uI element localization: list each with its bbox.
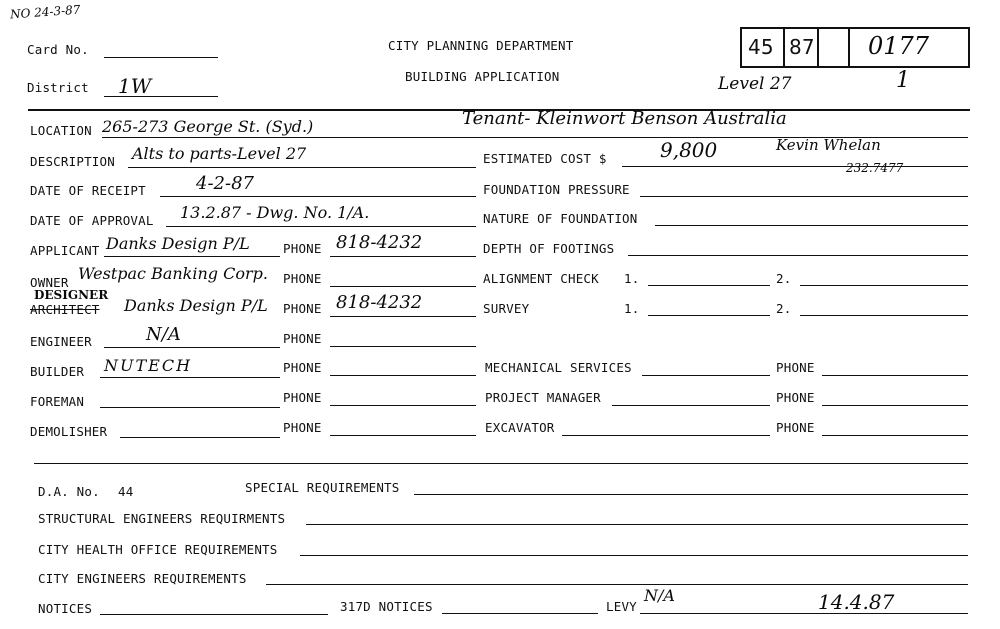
description-line [128,167,476,168]
location-value: 265-273 George St. (Syd.) [102,117,314,136]
applicant-line [104,256,280,257]
alignment-check-1-line [648,285,770,286]
engineer-label: ENGINEER [30,334,92,349]
builder-label: BUILDER [30,364,85,379]
city-engineers-label: CITY ENGINEERS REQUIREMENTS [38,571,247,586]
engineer-value: N/A [146,324,181,345]
special-requirements-label: SPECIAL REQUIREMENTS [245,480,400,495]
applicant-label: APPLICANT [30,243,100,258]
approval-label: DATE OF APPROVAL [30,213,154,228]
applicant-phone-label: PHONE [283,241,322,256]
317d-notices-line [442,613,598,614]
survey-1-line [648,315,770,316]
approval-line [166,226,476,227]
notices-line [100,614,328,615]
excavator-label: EXCAVATOR [485,420,555,435]
foreman-line [100,407,280,408]
mechanical-phone-line [822,375,968,376]
project-manager-phone-line [822,405,968,406]
demolisher-phone-line [330,435,476,436]
builder-line [100,377,280,378]
department-title: CITY PLANNING DEPARTMENT [388,38,574,53]
da-number-label: D.A. No. [38,484,100,499]
excavator-line [562,435,770,436]
mechanical-services-line [642,375,770,376]
owner-value: Westpac Banking Corp. [78,264,268,283]
district-line [104,96,218,97]
alignment-check-2-line [800,285,968,286]
architect-phone-line [330,316,476,317]
applicant-phone-line [330,256,476,257]
receipt-value: 4-2-87 [196,173,254,194]
builder-phone-line [330,375,476,376]
foreman-phone-line [330,405,476,406]
da-number-value: 44 [118,484,134,499]
alignment-check-label: ALIGNMENT CHECK [483,271,599,286]
survey-2-line [800,315,968,316]
receipt-label: DATE OF RECEIPT [30,183,146,198]
builder-phone-label: PHONE [283,360,322,375]
box-divider [783,29,785,66]
survey-2: 2. [776,301,792,316]
applicant-phone-value: 818-4232 [336,232,423,253]
owner-label: OWNER [30,275,69,290]
box-divider [817,29,819,66]
architect-phone-value: 818-4232 [336,292,423,313]
foreman-label: FOREMAN [30,394,85,409]
owner-phone-line [330,286,476,287]
designer-note: DESIGNER [34,288,109,302]
architect-phone-label: PHONE [283,301,322,316]
box-number: 0177 [868,32,930,60]
contact-phone: 232.7477 [846,161,904,175]
notices-label: NOTICES [38,601,93,616]
district-label: District [27,80,89,95]
structural-engineers-line [306,524,968,525]
levy-value: N/A [644,586,675,605]
engineer-phone-line [330,346,476,347]
box-year-b: 87 [789,35,815,59]
city-health-line [300,555,968,556]
card-no-line [104,57,218,58]
description-value: Alts to parts-Level 27 [132,144,307,163]
nature-of-foundation-line [655,225,968,226]
structural-engineers-label: STRUCTURAL ENGINEERS REQUIRMENTS [38,511,286,526]
project-manager-label: PROJECT MANAGER [485,390,601,405]
foundation-pressure-line [640,196,968,197]
nature-of-foundation-label: NATURE OF FOUNDATION [483,211,638,226]
engineer-line [104,347,280,348]
form-title: BUILDING APPLICATION [405,69,560,84]
city-health-label: CITY HEALTH OFFICE REQUIREMENTS [38,542,278,557]
district-value: 1W [118,74,152,98]
section-divider [34,463,968,464]
card-no-label: Card No. [27,42,89,57]
levy-line [640,613,968,614]
depth-of-footings-label: DEPTH OF FOOTINGS [483,241,615,256]
architect-label: ARCHITECT [30,302,100,317]
mechanical-services-label: MECHANICAL SERVICES [485,360,632,375]
contact-name: Kevin Whelan [776,136,881,154]
application-number-box [740,27,970,68]
estimated-cost-value: 9,800 [660,138,718,162]
box-year-a: 45 [748,35,774,59]
survey-1: 1. [624,301,640,316]
final-date: 14.4.87 [818,590,895,614]
level-note: Level 27 [718,74,792,94]
applicant-value: Danks Design P/L [106,234,250,253]
project-manager-phone-label: PHONE [776,390,815,405]
city-engineers-line [266,584,968,585]
corner-mark: 1 [896,68,910,93]
cost-line [622,166,968,167]
mechanical-phone-label: PHONE [776,360,815,375]
builder-value: NUTECH [104,356,193,375]
location-label: LOCATION [30,123,92,138]
estimated-cost-label: ESTIMATED COST $ [483,151,607,166]
alignment-check-1: 1. [624,271,640,286]
demolisher-label: DEMOLISHER [30,424,108,439]
levy-label: LEVY [606,599,637,614]
receipt-line [160,196,476,197]
foreman-phone-label: PHONE [283,390,322,405]
description-label: DESCRIPTION [30,154,115,169]
project-manager-line [612,405,770,406]
excavator-phone-label: PHONE [776,420,815,435]
approval-value: 13.2.87 - Dwg. No. 1/A. [180,203,370,222]
special-requirements-line [414,494,968,495]
tenant-value: Tenant- Kleinwort Benson Australia [462,108,787,129]
engineer-phone-label: PHONE [283,331,322,346]
foundation-pressure-label: FOUNDATION PRESSURE [483,182,630,197]
box-divider [848,29,850,66]
survey-label: SURVEY [483,301,530,316]
demolisher-phone-label: PHONE [283,420,322,435]
demolisher-line [120,437,280,438]
depth-of-footings-line [628,255,968,256]
alignment-check-2: 2. [776,271,792,286]
architect-value: Danks Design P/L [124,296,268,315]
reference-note: NO 24-3-87 [9,2,81,22]
owner-phone-label: PHONE [283,271,322,286]
excavator-phone-line [822,435,968,436]
317d-notices-label: 317D NOTICES [340,599,433,614]
